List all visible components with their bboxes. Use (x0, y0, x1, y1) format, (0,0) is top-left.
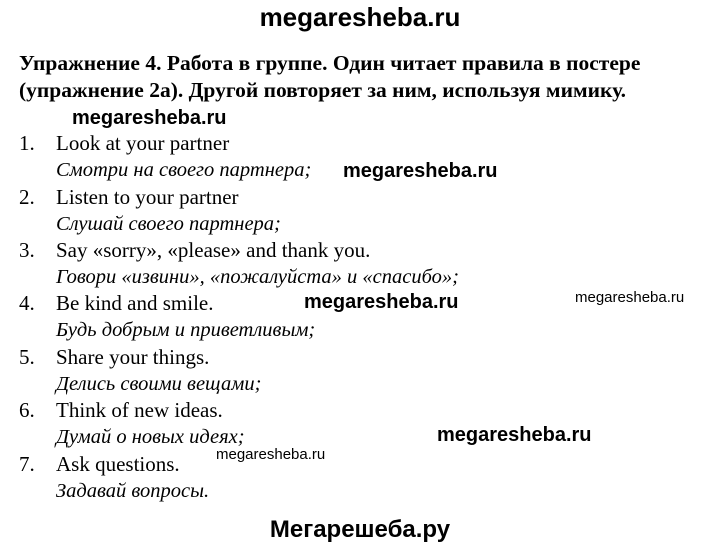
item-russian: Говори «извини», «пожалуйста» и «спасибо»; (56, 266, 459, 288)
item-russian: Думай о новых идеях; (56, 426, 245, 448)
item-english: Ask questions. (56, 452, 180, 476)
item-russian: Слушай своего партнера; (56, 213, 281, 235)
exercise-heading (19, 50, 709, 104)
heading-line-1: Упражнение 4. Работа в группе. Один читает правила в постере (19, 51, 641, 75)
item-number: 6. (19, 398, 35, 422)
watermark: megaresheba.ru (575, 289, 685, 306)
item-russian: Задавай вопросы. (56, 480, 210, 502)
item-number: 1. (19, 131, 35, 155)
item-english: Share your things. (56, 345, 210, 369)
watermark: megaresheba.ru (304, 291, 459, 313)
item-russian: Смотри на своего партнера; (56, 159, 312, 181)
watermark: megaresheba.ru (343, 160, 498, 182)
watermark-top: megaresheba.ru (259, 2, 461, 32)
item-number: 4. (19, 291, 35, 315)
item-number: 3. (19, 238, 35, 262)
item-english: Listen to your partner (56, 185, 239, 209)
watermark-bottom: Мегарешеба.ру (269, 516, 451, 543)
item-english: Look at your partner (56, 131, 230, 155)
watermark: megaresheba.ru (216, 446, 326, 463)
item-english: Think of new ideas. (56, 398, 223, 422)
item-russian: Будь добрым и приветливым; (56, 319, 316, 341)
watermark: megaresheba.ru (437, 424, 592, 446)
heading-line-2: (упражнение 2а). Другой повторяет за ним, используя мимику. (19, 78, 627, 102)
item-number: 5. (19, 345, 35, 369)
watermark: megaresheba.ru (72, 107, 227, 129)
item-number: 2. (19, 185, 35, 209)
item-english: Say «sorry», «please» and thank you. (56, 238, 371, 262)
item-russian: Делись своими вещами; (56, 373, 262, 395)
item-number: 7. (19, 452, 35, 476)
item-english: Be kind and smile. (56, 291, 214, 315)
